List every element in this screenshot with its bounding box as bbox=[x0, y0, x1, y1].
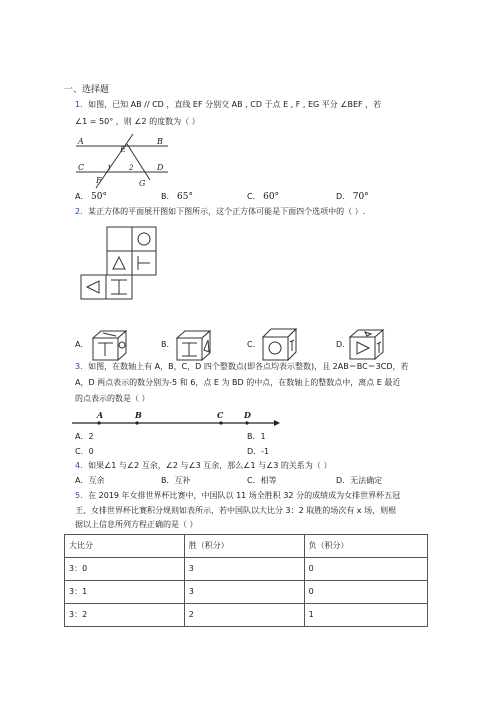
q3-option-d[interactable]: D．-1 bbox=[247, 447, 270, 456]
label-a: A bbox=[78, 137, 84, 146]
q2-option-d[interactable]: D. bbox=[336, 340, 345, 349]
question-1-figure bbox=[76, 134, 186, 192]
table-cell: 0 bbox=[304, 581, 427, 604]
question-3-text-line2: A，D 两点表示的数分别为-5 和 6，点 E 为 BD 的中点，在数轴上的整数点中，离点 E 最近 bbox=[75, 378, 401, 387]
label-d: D bbox=[157, 163, 164, 172]
q2-option-c[interactable]: C. bbox=[247, 340, 256, 349]
q1-option-d[interactable]: D． 70° bbox=[336, 192, 369, 202]
label-angle-2: 2 bbox=[129, 164, 134, 172]
table-row bbox=[65, 604, 428, 627]
question-number: 1． bbox=[75, 100, 89, 109]
q3-option-c[interactable]: C．0 bbox=[75, 447, 94, 456]
cube-option-c-icon bbox=[258, 325, 304, 363]
label-e: E bbox=[120, 145, 126, 154]
question-1-text bbox=[75, 101, 381, 109]
table-header-cell: 大比分 bbox=[65, 535, 185, 558]
q3-option-a[interactable]: A．2 bbox=[75, 432, 94, 441]
axis-label-a: A bbox=[97, 410, 104, 420]
table-cell: 3 bbox=[184, 558, 304, 581]
cube-option-d-icon bbox=[345, 327, 391, 363]
axis-label-d: D bbox=[244, 410, 251, 420]
table-cell: 3：0 bbox=[65, 558, 185, 581]
label-b: B bbox=[157, 137, 163, 146]
table-header-row bbox=[65, 535, 428, 558]
scoring-rules-table bbox=[64, 534, 428, 627]
label-f: F bbox=[96, 176, 102, 185]
cube-option-a-icon bbox=[88, 328, 134, 364]
q1-option-c[interactable]: C． 60° bbox=[247, 192, 280, 202]
question-line: 如图，已知 AB // CD ，直线 EF 分别交 AB , CD 于点 E , F , EG 平分 ∠BEF ，若 bbox=[88, 100, 382, 109]
question-4-text: 4．如果∠1 与∠2 互余，∠2 与∠3 互余，那么∠1 与∠3 的关系为（ ） bbox=[75, 461, 332, 470]
axis-label-b: B bbox=[135, 410, 142, 420]
table-cell: 1 bbox=[304, 604, 427, 627]
question-5-text-line2: 王、女排世界杯比赛积分规则如表所示，若中国队以大比分 3：2 取胜的场次有 x 场，则根 bbox=[75, 506, 397, 515]
axis-label-c: C bbox=[217, 410, 224, 420]
label-c: C bbox=[78, 163, 85, 172]
question-1-text-line2: ∠1 = 50° ，则 ∠2 的度数为（ ） bbox=[75, 117, 200, 126]
label-g: G bbox=[139, 179, 146, 188]
table-cell: 2 bbox=[184, 604, 304, 627]
table-cell: 0 bbox=[304, 558, 427, 581]
section-title: 一、选择题 bbox=[64, 85, 110, 95]
table-header-cell: 胜（积分） bbox=[184, 535, 304, 558]
question-number: 4． bbox=[75, 461, 89, 470]
q2-option-b[interactable]: B. bbox=[161, 340, 170, 349]
q3-option-b[interactable]: B．1 bbox=[247, 432, 266, 441]
question-5-text: 5．在 2019 年女排世界杯比赛中，中国队以 11 场全胜积 32 分的成绩成为女排世界杯五冠 bbox=[75, 491, 401, 500]
table-header-cell: 负（积分） bbox=[304, 535, 427, 558]
table-row bbox=[65, 581, 428, 604]
cube-net-figure bbox=[70, 222, 170, 302]
question-number: 2． bbox=[75, 207, 89, 216]
label-angle-1: 1 bbox=[107, 164, 112, 172]
q4-option-c[interactable]: C．相等 bbox=[247, 476, 277, 485]
question-3-text: 3．如图，在数轴上有 A，B，C，D 四个整数点(即各点均表示整数)，且 2AB＝BC＝3CD，若 bbox=[75, 362, 409, 371]
table-row bbox=[65, 558, 428, 581]
table-cell: 3：1 bbox=[65, 581, 185, 604]
question-number: 5． bbox=[75, 491, 89, 500]
cube-option-b-icon bbox=[172, 328, 218, 364]
q4-option-b[interactable]: B．互补 bbox=[161, 476, 191, 485]
q4-option-d[interactable]: D．无法确定 bbox=[336, 476, 383, 485]
table-cell: 3：2 bbox=[65, 604, 185, 627]
q1-option-b[interactable]: B． 65° bbox=[161, 192, 193, 202]
question-number: 3． bbox=[75, 362, 89, 371]
table-cell: 3 bbox=[184, 581, 304, 604]
q1-option-a[interactable]: A． 50° bbox=[75, 192, 107, 202]
number-line-figure bbox=[72, 410, 282, 432]
question-5-text-line3: 据以上信息所列方程正确的是（ ） bbox=[75, 520, 198, 529]
q4-option-a[interactable]: A．互余 bbox=[75, 476, 105, 485]
q2-option-a[interactable]: A. bbox=[75, 340, 83, 349]
question-2-text: 2．某正方体的平面展开图如下图所示，这个正方体可能是下面四个选项中的（ ）. bbox=[75, 207, 366, 216]
question-3-text-line3: 的点表示的数是（ ） bbox=[75, 394, 150, 403]
